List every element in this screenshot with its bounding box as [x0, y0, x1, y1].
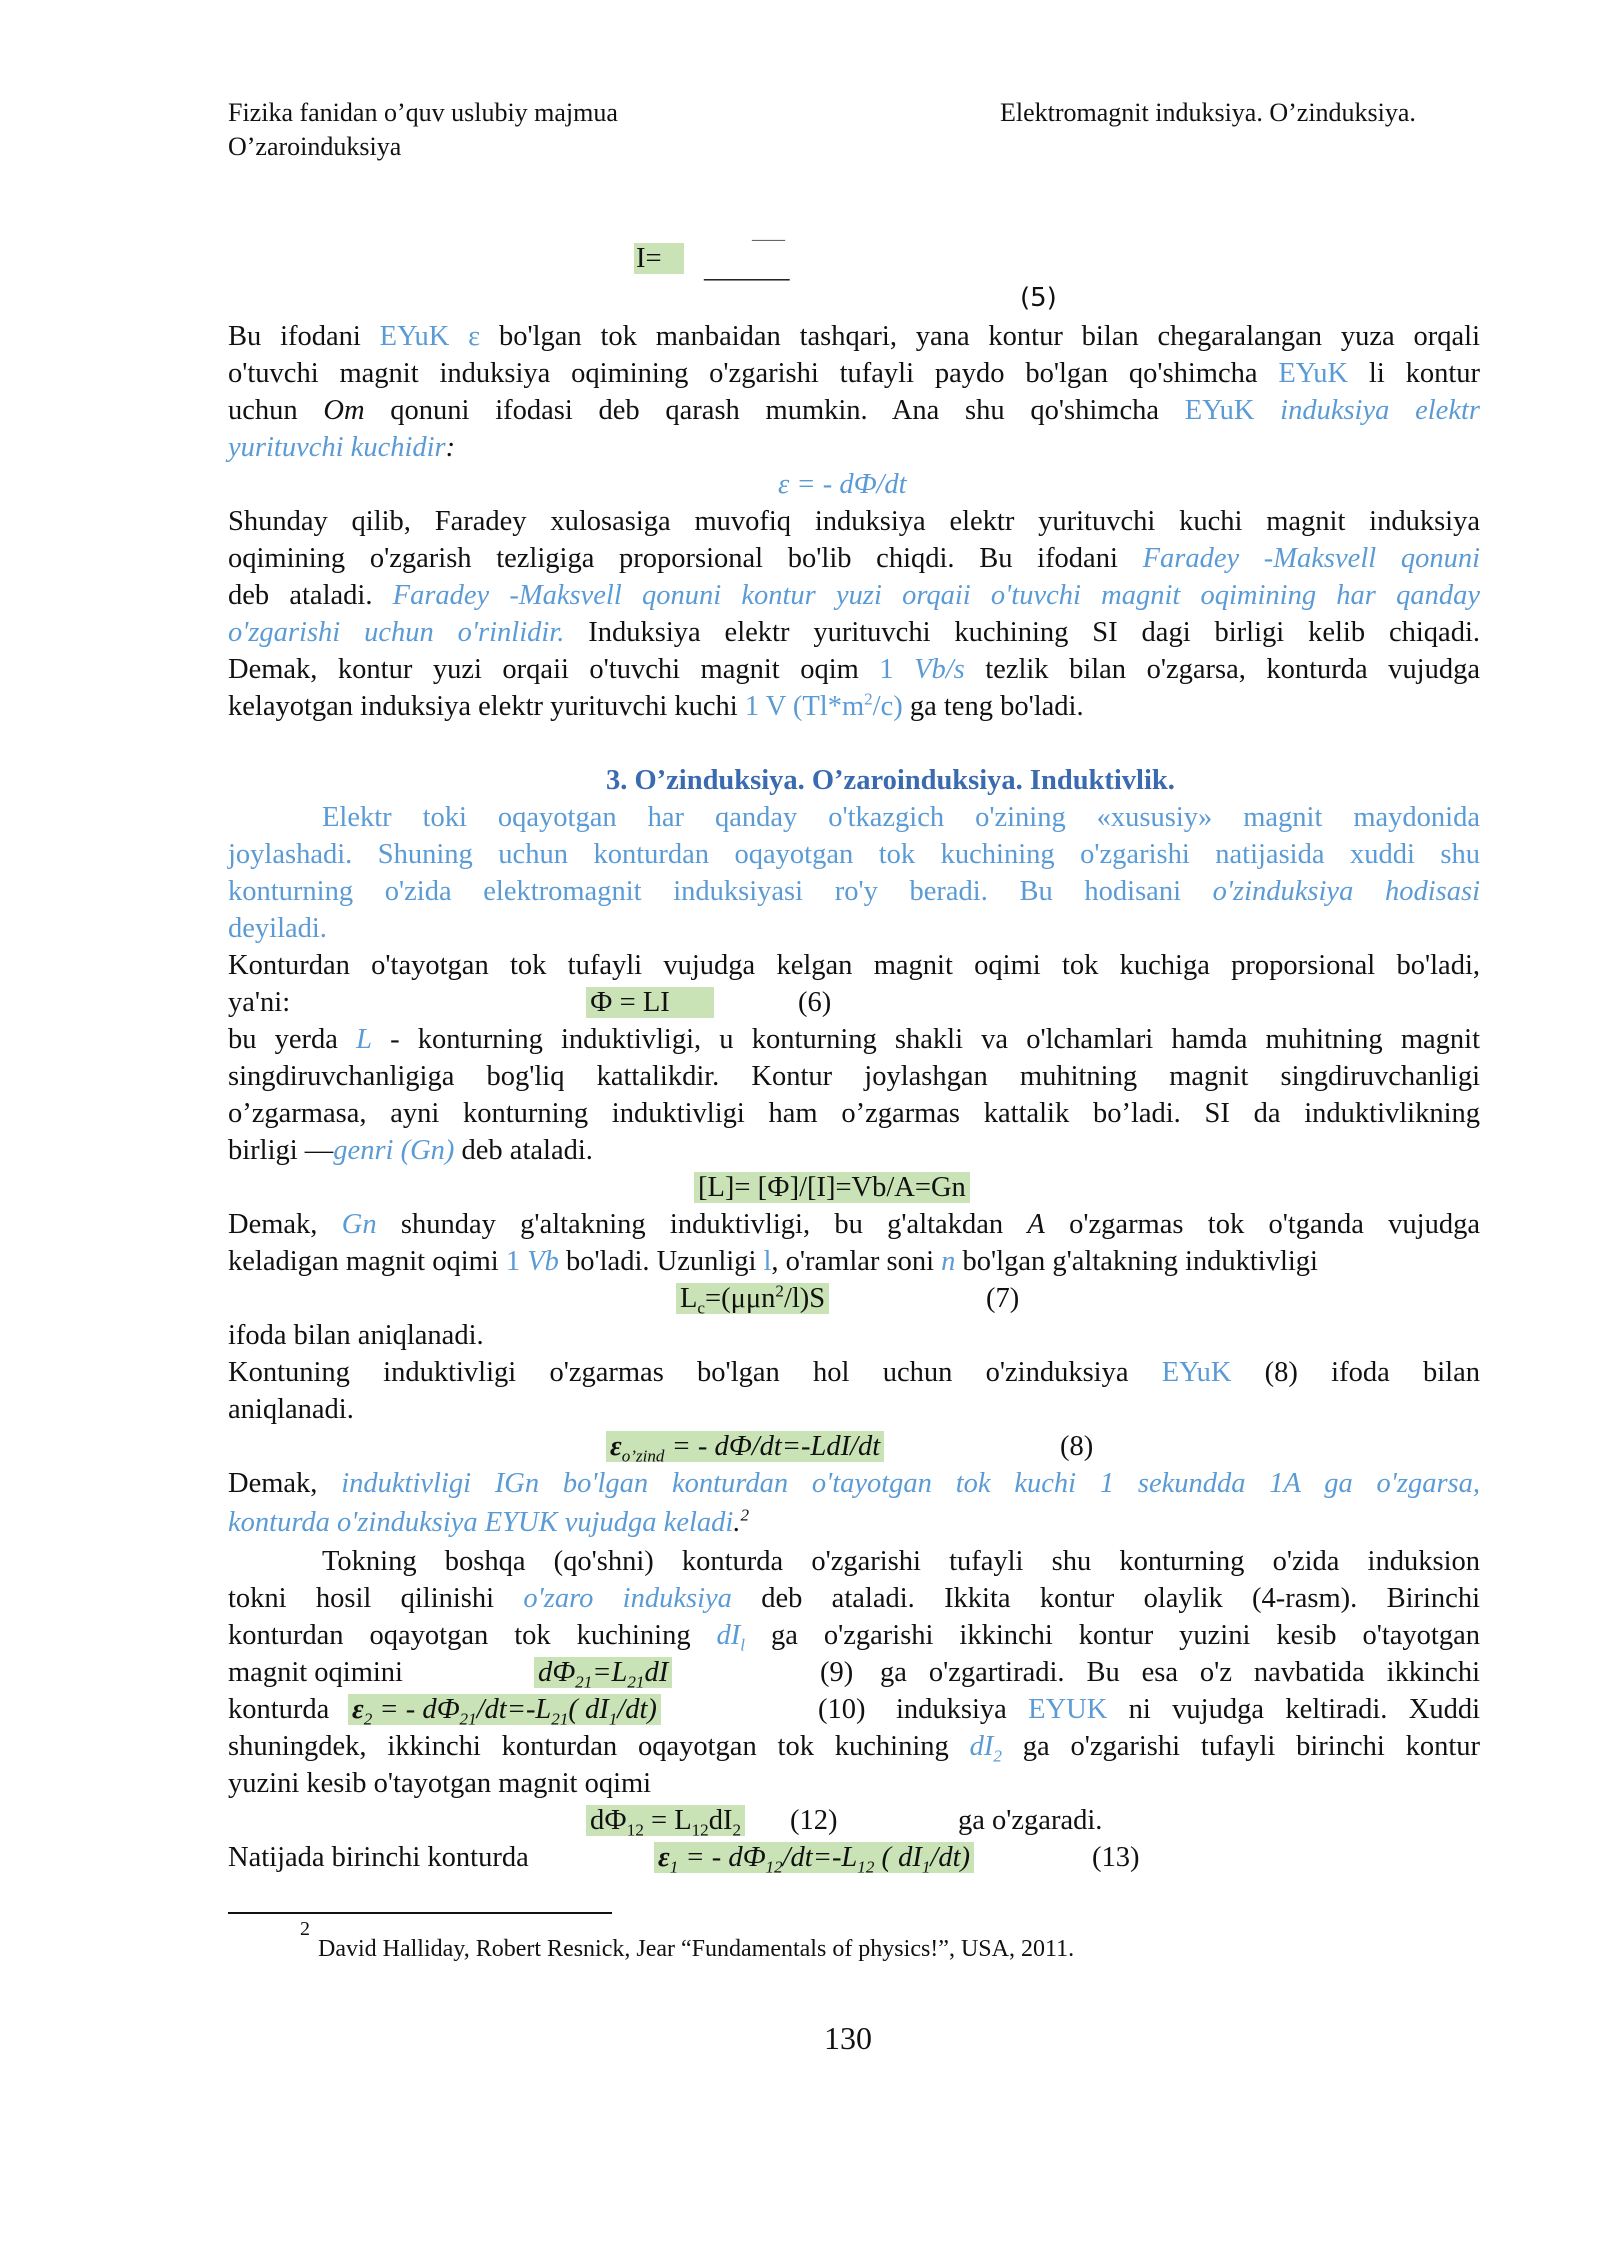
text-span: dФ: [590, 1805, 627, 1836]
text-span: 1: [505, 1246, 528, 1277]
text-span: Gn: [341, 1209, 377, 1240]
paragraph-8-line-4-tail: ga o'zgartiradi. Bu esa o'z navbatida ikkinchi: [880, 1657, 1480, 1688]
formula-emf-1: [654, 1839, 974, 1876]
formula-flux-12-tail: ga o'zgaradi.: [958, 1805, 1103, 1836]
text-span: ga o'zgarishi tufayli birinchi kontur: [1001, 1731, 1481, 1762]
formula-i-denominator: ______: [704, 253, 790, 284]
formula-self-expr: [606, 1431, 884, 1466]
paragraph-3-line-4: [228, 910, 1480, 947]
formula-lc-eqno: (7): [986, 1283, 1020, 1314]
text-span: 12: [691, 1820, 709, 1840]
text-span: =(μμn: [705, 1283, 776, 1314]
formula-emf: ε = - dФ/dt: [778, 469, 907, 500]
text-span: deyiladi.: [228, 913, 327, 944]
text-span: = L: [643, 1805, 692, 1836]
paragraph-8-line-4-lead: magnit oqimini: [228, 1657, 403, 1688]
text-span: konturdan oqayotgan tok kuchining: [228, 1620, 717, 1651]
text-span: /l)S: [783, 1283, 826, 1314]
text-span: 12: [765, 1857, 783, 1877]
text-span: Faradey -Maksvell qonuni kontur yuzi orqaii o'tuvchi magnit oqimining har qanday: [392, 580, 1480, 611]
text-span: Kontuning induktivligi o'zgarmas bo'lgan hol uchun o'zinduksiya: [228, 1357, 1162, 1388]
paragraph-4-line-4: [228, 1058, 1480, 1095]
formula-flux-expr: Ф = LI: [586, 987, 714, 1018]
paragraph-1-line-1: [228, 318, 1480, 355]
formula-i-lhs: I=: [634, 243, 684, 274]
header-left-line2: O’zaroinduksiya: [228, 132, 402, 161]
text-span: /dt=-L: [476, 1694, 552, 1725]
text-span: Faradey -Maksvell qonuni: [1142, 543, 1481, 574]
text-span: yuzini kesib o'tayotgan magnit oqimi: [228, 1768, 652, 1799]
formula-self-eqno: (8): [1060, 1431, 1094, 1462]
text-span: 1: [669, 1857, 679, 1877]
text-span: tokni hosil qilinishi: [228, 1583, 524, 1614]
text-span: EYuK ε: [379, 321, 481, 352]
text-span: dI: [969, 1731, 994, 1762]
text-span: bu yerda: [228, 1024, 357, 1055]
text-span: 1: [879, 654, 915, 685]
paragraph-4-line-6: [228, 1132, 1480, 1169]
text-span: /dt): [617, 1694, 657, 1725]
text-span: 1: [608, 1709, 618, 1729]
paragraph-9-lead: Natijada birinchi konturda: [228, 1842, 529, 1873]
text-span: L: [356, 1024, 372, 1055]
formula-i-numerator: ___: [752, 218, 785, 243]
text-span: dI: [644, 1657, 669, 1688]
paragraph-2-line-4: [228, 614, 1480, 651]
formula-self-induction: [606, 1428, 884, 1465]
text-span: l: [763, 1246, 772, 1277]
text-span: c: [697, 1298, 706, 1318]
formula-flux-12-eqno: (12): [790, 1805, 838, 1836]
paragraph-2-line-5: [228, 651, 1480, 688]
text-span: , o'ramlar soni: [771, 1246, 942, 1277]
paragraph-8-line-1: [322, 1543, 1480, 1580]
footnote-text: David Halliday, Robert Resnick, Jear “Fundamentals of physics!”, USA, 2011.: [318, 1936, 1075, 1962]
paragraph-8-line-5-lead: konturda: [228, 1694, 330, 1725]
formula-flux-12: [586, 1802, 745, 1839]
paragraph-2-line-6: [228, 688, 1480, 725]
text-span: Demak,: [228, 1468, 342, 1499]
formula-lc: [676, 1280, 829, 1317]
text-span: ni vujudga keltiradi. Xuddi: [1107, 1694, 1481, 1725]
text-span: li kontur: [1348, 358, 1480, 389]
text-span: = - dФ: [372, 1694, 460, 1725]
text-span: EYuK: [1161, 1357, 1232, 1388]
text-span: qonuni ifodasi deb qarash mumkin. Ana shu qo'shimcha: [364, 395, 1185, 426]
paragraph-8-line-6: [228, 1728, 1480, 1765]
text-span: induktivligi IGn bo'lgan konturdan o'tayotgan tok kuchi 1 sekundda 1A ga o'zgarsa,: [341, 1468, 1480, 1499]
text-span: yurituvchi kuchidir: [228, 432, 446, 463]
text-span: ε: [352, 1694, 364, 1725]
text-span: konturning o'zida elektromagnit induksiyasi ro'y beradi. Bu hodisani: [228, 876, 1213, 907]
text-span: Induksiya elektr yurituvchi kuchining SI dagi birligi kelib chiqadi.: [564, 617, 1480, 648]
paragraph-6-line-3: [228, 1391, 1480, 1428]
formula-lc-expr: [676, 1281, 829, 1318]
text-span: Tokning boshqa (qo'shni) konturda o'zgarishi tufayli shu konturning o'zida induksion: [322, 1546, 1480, 1577]
formula-units: [694, 1169, 970, 1206]
text-span: Vb/s: [914, 654, 965, 685]
text-span: /dt): [930, 1842, 970, 1873]
paragraph-2-line-1: [228, 503, 1480, 540]
text-span: EYuK: [1278, 358, 1349, 389]
text-span: Om: [323, 395, 365, 426]
text-span: o’zind: [621, 1446, 665, 1466]
paragraph-4-line-2: [228, 984, 1480, 1021]
text-span: uchun: [228, 395, 324, 426]
text-span: 12: [857, 1857, 875, 1877]
footnote-mark: 2: [300, 1918, 310, 1940]
footnote-ref[interactable]: 2: [740, 1505, 749, 1525]
formula-flux: [586, 984, 714, 1021]
text-span: Demak, kontur yuzi orqaii o'tuvchi magnit oqim: [228, 654, 880, 685]
paragraph-3-line-1: [322, 799, 1480, 836]
text-span: :: [445, 432, 456, 463]
text-span: 12: [626, 1820, 644, 1840]
paragraph-3-line-3: [228, 873, 1480, 910]
text-span: keladigan magnit oqimi: [228, 1246, 506, 1277]
text-span: L: [680, 1283, 698, 1314]
text-span: joylashadi. Shuning uchun konturdan oqayotgan tok kuchining o'zgarishi natijasida xuddi shu: [228, 839, 1480, 870]
paragraph-1-line-2: [228, 355, 1480, 392]
text-span: Shunday qilib, Faradey xulosasiga muvofiq induksiya elektr yurituvchi kuchi magnit induksiya: [228, 506, 1480, 537]
paragraph-8-line-5-tail: [896, 1691, 1480, 1728]
formula-flux-eqno: (6): [798, 987, 832, 1018]
text-span: 2: [993, 1746, 1002, 1766]
text-span: Konturdan o'tayotgan tok tufayli vujudga kelgan magnit oqimi tok kuchiga proporsional bo'ladi,: [228, 950, 1480, 981]
text-span: deb ataladi.: [228, 580, 393, 611]
text-span: konturda o'zinduksiya EYUK vujudga keladi: [228, 1507, 734, 1538]
text-span: shunday g'altakning induktivligi, bu g'altakdan: [376, 1209, 1028, 1240]
text-span: Elektr toki oqayotgan har qanday o'tkazgich o'zining «xususiy» magnit maydonida: [322, 802, 1480, 833]
formula-flux-12-expr: [586, 1805, 745, 1840]
text-span: l: [740, 1635, 746, 1655]
text-span: =L: [592, 1657, 628, 1688]
paragraph-4-line-5: [228, 1095, 1480, 1132]
text-span: 21: [551, 1709, 569, 1729]
paragraph-5-line-1: [228, 1206, 1480, 1243]
text-span: shuningdek, ikkinchi konturdan oqayotgan tok kuchining: [228, 1731, 970, 1762]
text-span: induksiya: [896, 1694, 1029, 1725]
text-span: dФ: [538, 1657, 576, 1688]
paragraph-2-line-2: [228, 540, 1480, 577]
text-span: EYUK: [1028, 1694, 1108, 1725]
text-span: genri (Gn): [333, 1135, 455, 1166]
text-span: 2: [775, 1281, 784, 1301]
formula-mutual-flux-expr: [534, 1657, 672, 1692]
text-span: 2: [363, 1709, 373, 1729]
text-span: = - dФ: [678, 1842, 766, 1873]
paragraph-7-line-1: [228, 1465, 1480, 1502]
text-span: singdiruvchanligiga bog'liq kattalikdir. Kontur joylashgan muhitning magnit singdiruvchanligi: [228, 1061, 1480, 1092]
paragraph-1-line-3: [228, 392, 1480, 429]
text-span: bo'lgan g'altakning induktivligi: [955, 1246, 1318, 1277]
text-span: (8) ifoda bilan: [1231, 1357, 1480, 1388]
paragraph-4-line-3: [228, 1021, 1480, 1058]
paragraph-3-line-2: [228, 836, 1480, 873]
paragraph-7-line-2: [228, 1504, 1480, 1541]
paragraph-6-line-1: [228, 1317, 1480, 1354]
section-title: 3. O’zinduksiya. O’zaroinduksiya. Induktivlik.: [606, 765, 1175, 796]
formula-mutual-flux: [534, 1654, 672, 1691]
text-span: = - dФ/dt=-LdI/dt: [664, 1431, 881, 1462]
header-left-line1: Fizika fanidan o’quv uslubiy majmua: [228, 98, 618, 127]
text-span: bo'lgan tok manbaidan tashqari, yana kontur bilan chegaralangan yuza orqali: [480, 321, 1480, 352]
text-span: o'tuvchi magnit induksiya oqimining o'zgarishi tufayli paydo bo'lgan qo'shimcha: [228, 358, 1279, 389]
text-span: deb ataladi. Ikkita kontur olaylik (4-rasm). Birinchi: [731, 1583, 1481, 1614]
text-span: dI: [708, 1805, 733, 1836]
text-span: 21: [575, 1672, 593, 1692]
text-span: - konturning induktivligi, u konturning shakli va o'lchamlari hamda muhitning magnit: [371, 1024, 1480, 1055]
text-span: tezlik bilan o'zgarsa, konturda vujudga: [964, 654, 1480, 685]
text-span: induksiya elektr: [1254, 395, 1480, 426]
text-span: bo'ladi. Uzunligi: [558, 1246, 764, 1277]
text-span: ga o'zgarishi ikkinchi kontur yuzini kesib o'tayotgan: [745, 1620, 1480, 1651]
formula-emf-1-expr: [654, 1842, 974, 1877]
text-span: Bu ifodani: [228, 321, 380, 352]
text-span: ( dI: [568, 1694, 609, 1725]
text-span: o'zinduksiya hodisasi: [1212, 876, 1481, 907]
text-span: Vb: [527, 1246, 559, 1277]
paragraph-8-line-3: [228, 1617, 1480, 1654]
formula-emf-1-eqno: (13): [1092, 1842, 1140, 1873]
text-span: ( dI: [874, 1842, 922, 1873]
text-span: aniqlanadi.: [228, 1394, 354, 1425]
text-span: kelayotgan induksiya elektr yurituvchi kuchi: [228, 691, 745, 722]
text-span: n: [941, 1246, 956, 1277]
formula-i-eqno: (5): [1020, 283, 1057, 313]
text-span: Demak,: [228, 1209, 342, 1240]
paragraph-8-line-2: [228, 1580, 1480, 1617]
text-span: .: [733, 1507, 741, 1538]
text-span: ga teng bo'ladi.: [902, 691, 1084, 722]
text-span: 2: [732, 1820, 741, 1840]
text-span: ifoda bilan aniqlanadi.: [228, 1320, 484, 1351]
text-span: A: [1027, 1209, 1045, 1240]
paragraph-2-line-3: [228, 577, 1480, 614]
text-span: /dt=-L: [782, 1842, 858, 1873]
formula-units-expr: [L]= [Ф]/[I]=Vb/A=Gn: [694, 1172, 970, 1203]
text-span: ε: [610, 1431, 622, 1462]
paragraph-8-line-7: [228, 1765, 1480, 1802]
text-span: 1 V (Tl*m: [744, 691, 865, 722]
text-span: o'zaro induksiya: [523, 1583, 732, 1614]
header-right: Elektromagnit induksiya. O’zinduksiya.: [1000, 98, 1416, 127]
text-span: o'zgarmas tok o'tganda vujudga: [1044, 1209, 1480, 1240]
paragraph-1-line-4: [228, 429, 1480, 466]
formula-i: [634, 240, 684, 277]
text-span: 21: [627, 1672, 645, 1692]
page-number: 130: [824, 2020, 872, 2056]
text-span: oqimining o'zgarish tezligiga proporsional bo'lib chiqdi. Bu ifodani: [228, 543, 1143, 574]
text-span: o’zgarmasa, ayni konturning induktivligi ham o’zgarmas kattalik bo’ladi. SI da induktivlikning: [228, 1098, 1480, 1129]
text-span: ε: [658, 1842, 670, 1873]
text-span: 2: [864, 689, 873, 709]
footnote-separator: [228, 1912, 612, 1914]
formula-mutual-emf-eqno: (10): [818, 1694, 866, 1725]
footnote: [300, 1918, 1075, 1964]
formula-mutual-flux-eqno: (9): [820, 1657, 854, 1688]
paragraph-6-line-2: [228, 1354, 1480, 1391]
text-span: dI: [716, 1620, 741, 1651]
text-span: /c): [872, 691, 903, 722]
paragraph-4-line-1: [228, 947, 1480, 984]
formula-mutual-emf-expr: [348, 1694, 661, 1729]
formula-mutual-emf: [348, 1691, 661, 1728]
text-span: deb ataladi.: [454, 1135, 593, 1166]
text-span: 21: [459, 1709, 477, 1729]
text-span: EYuK: [1184, 395, 1255, 426]
text-span: 1: [921, 1857, 931, 1877]
paragraph-5-line-2: [228, 1243, 1480, 1280]
text-span: o'zgarishi uchun o'rinlidir.: [228, 617, 565, 648]
text-span: birligi —: [228, 1135, 334, 1166]
text-span: ya'ni:: [228, 987, 291, 1018]
